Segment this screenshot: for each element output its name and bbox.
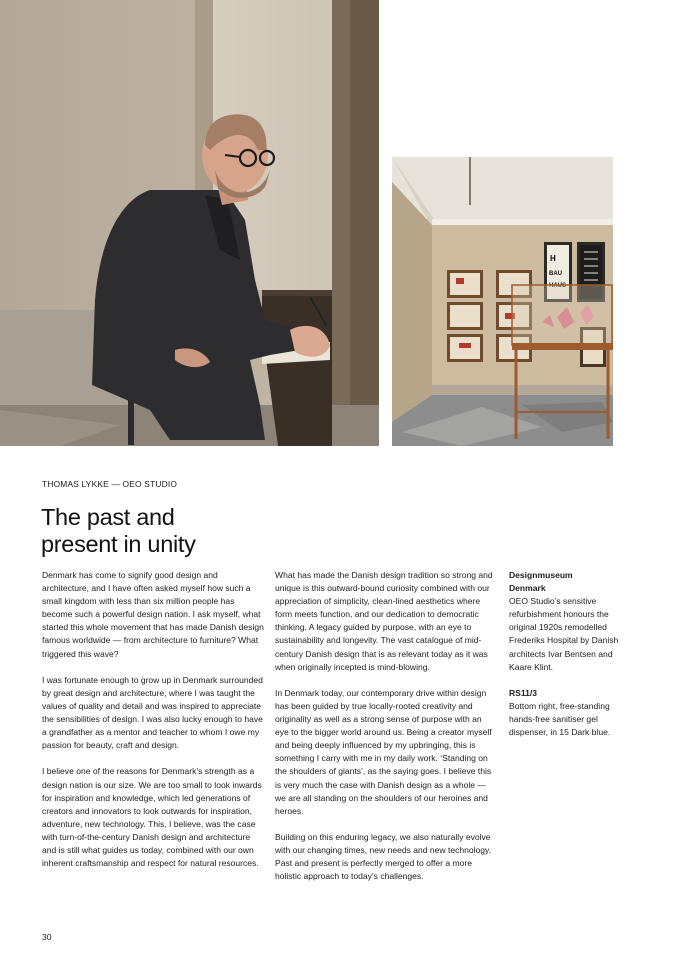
svg-text:HAUS: HAUS bbox=[549, 283, 567, 289]
sidebar-captions bbox=[509, 569, 621, 752]
paragraph: I was fortunate enough to grow up in Denmark surrounded by great design and architecture, where I was taught the values of quality and detail and was inspired to appreciate the sensibilities of design. I was also lucky enough to have a grandfather as a mentor and teacher to whom I owe my passion for beauty, craft and design. bbox=[42, 674, 263, 751]
portrait-photo bbox=[0, 0, 379, 446]
caption-designmuseum bbox=[509, 569, 621, 674]
paragraph: What has made the Danish design tradition so strong and unique is this outward-bound curiosity combined with our appreciation of simplicity, clean-lined aesthetics where form meets function, and our dedication to democratic thinking. A legacy guided by purpose, with an eye to sustainability and longevity. The vast catalogue of mid-century Danish design that is as relevant today as it was when originally incepted is mind-blowing. bbox=[275, 570, 493, 672]
caption-title: RS11/3 bbox=[509, 687, 538, 698]
caption-text: OEO Studio’s sensitive refurbishment honours the original 1920s remodelled Frederiks Hospital by Danish architects Ivar Bentsen and Kaare Klint. bbox=[509, 596, 619, 672]
headline-line-1: The past and bbox=[41, 504, 175, 530]
svg-text:BAU: BAU bbox=[549, 271, 562, 277]
paragraph: Denmark has come to signify good design and architecture, and I have often asked myself how such a small kingdom with less than six million people has become such a powerful design nation. I ask myself, what started this whole movement that has made Danish design famous worldwide — from architecture to furniture? What triggered this wave? bbox=[42, 570, 264, 659]
portrait-photo-illustration bbox=[0, 0, 379, 446]
headline-line-2: present in unity bbox=[41, 531, 196, 557]
article-headline bbox=[41, 504, 281, 558]
caption-title: Denmark bbox=[509, 583, 546, 594]
paragraph: I believe one of the reasons for Denmark’s strength as a design nation is our size. We are too small to look inwards for inspiration and knowledge, which led generations of creators and innovators to look outwards for inspiration, adventure, new technology. This, I believe, was the case with turn-of-the-century Danish design and architecture and is still what guides us today, combined with our own inherent craftsmanship and respect for natural resources. bbox=[42, 766, 262, 869]
museum-room-photo bbox=[392, 157, 613, 446]
museum-room-illustration bbox=[392, 157, 613, 446]
caption-title: Designmuseum bbox=[509, 570, 573, 580]
article-kicker: THOMAS LYKKE — OEO STUDIO bbox=[42, 479, 178, 489]
paragraph: Building on this enduring legacy, we also naturally evolve with our changing times, new needs and new technology. Past and present is perfectly merged to offer a more holistic approach to today’s challenges. bbox=[275, 831, 492, 882]
body-column-1 bbox=[42, 569, 264, 883]
page-number: 30 bbox=[42, 932, 52, 942]
caption-product bbox=[509, 687, 621, 739]
paragraph: In Denmark today, our contemporary drive within design has been guided by true locally-rooted creativity and originality as well as a strong sense of purpose with an eye to the bigger world around us. Being a creator myself and being deeply influenced by my upbringing, this is something I carry with me in my daily work. ‘Standing on the shoulders of giants’, as the saying goes. I believe this is very much the case with Danish design as a whole — we are all standing on the shoulders of our heroines and heroes. bbox=[275, 687, 492, 816]
caption-text: Bottom right, free-standing hands-free sanitiser gel dispenser, in 15 Dark blue. bbox=[509, 700, 611, 738]
poster-text-1: H bbox=[550, 254, 556, 263]
body-column-2 bbox=[275, 569, 497, 896]
